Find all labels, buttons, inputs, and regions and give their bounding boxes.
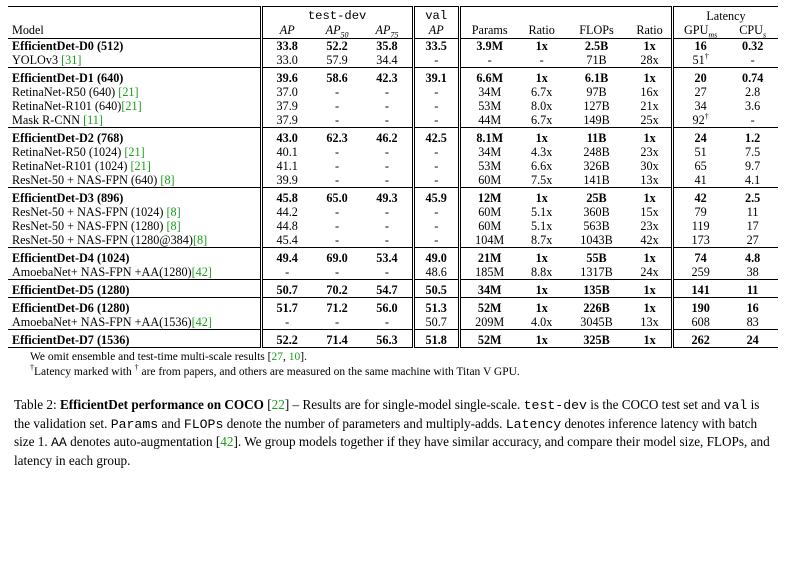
model-name-cell: EfficientDet-D5 (1280): [8, 280, 261, 298]
ap-cell: -: [261, 265, 312, 280]
ap50-cell: 65.0: [312, 188, 363, 206]
results-table-figure: [8, 6, 778, 469]
ap50-cell: -: [335, 145, 340, 159]
flops-cell: 248B: [583, 145, 610, 159]
r2-cell: 13x: [640, 173, 659, 187]
table-row: [8, 280, 778, 298]
table-caption: Table 2: EfficientDet performance on COCO [22] – Results are for single-model single-scale. test-dev is the COCO test set and val is the validation set. Params and FLOPs denote the number of parameters and multiply-adds. Latency denotes inference latency with batch size 1. AA denotes auto-augmentation [42]. We group models together if they have similar accuracy, and compare their model size, FLOPs, and latency in each group.: [14, 397, 770, 468]
flops-cell: 127B: [583, 99, 610, 113]
citation-link[interactable]: 22: [271, 397, 285, 412]
cpu-cell: 17: [746, 219, 759, 233]
params-cell: 104M: [459, 233, 518, 248]
gpu-header: $GPU_{ms}$: [672, 23, 727, 39]
params-cell: 185M: [459, 265, 518, 280]
gpu-cell: 608: [672, 315, 727, 330]
r2-cell: 1x: [628, 68, 672, 86]
params-cell: 60M: [459, 173, 518, 188]
model-name-cell: RetinaNet-R50 (1024) [21]: [12, 145, 145, 159]
cpu-cell: 38: [746, 265, 759, 279]
r1-cell: 8.0x: [531, 99, 553, 113]
r2-cell: 30x: [640, 159, 659, 173]
gpu-cell: 51†: [672, 53, 727, 68]
ap75-cell: 53.4: [362, 248, 413, 266]
r2-cell: 42x: [640, 233, 659, 247]
params-cell: 12M: [459, 188, 518, 206]
ap50-cell: 52.2: [326, 39, 348, 53]
params-cell: 52M: [459, 330, 518, 348]
r1-cell: -: [539, 53, 544, 67]
r1-cell: 1x: [518, 298, 564, 316]
ap50-cell: -: [335, 233, 340, 247]
gpu-cell: 92†: [672, 113, 727, 128]
cpu-cell: -: [750, 53, 755, 67]
r1-cell: 7.5x: [531, 173, 553, 187]
citation-link[interactable]: [8]: [166, 205, 181, 219]
val-cell: 49.0: [413, 248, 459, 266]
val-cell: -: [413, 99, 459, 113]
ap50-cell: -: [335, 173, 340, 187]
ap-cell: 37.0: [261, 85, 312, 99]
ap75-cell: -: [384, 205, 389, 219]
ap75-cell: -: [384, 173, 389, 187]
cpu-cell: 3.6: [745, 99, 761, 113]
flops-cell: 326B: [583, 159, 610, 173]
ap75-cell: -: [384, 99, 389, 113]
ap50-cell: 57.9: [326, 53, 348, 67]
val-cell: -: [413, 113, 459, 128]
flops-cell: 360B: [583, 205, 610, 219]
testdev-header: test-dev: [261, 7, 413, 24]
footnote-ensemble: We omit ensemble and test-time multi-scale results [27, 10].: [30, 351, 307, 363]
ap50-cell: -: [335, 265, 340, 279]
table-row: [8, 68, 778, 86]
cpu-cell: 2.8: [745, 85, 761, 99]
params-cell: 53M: [459, 159, 518, 173]
gpu-cell: 119: [672, 219, 727, 233]
table-row: [8, 233, 778, 248]
ap-cell: 45.4: [261, 233, 312, 248]
params-cell: 34M: [459, 85, 518, 99]
r2-cell: 25x: [640, 113, 659, 127]
model-name-cell: RetinaNet-R101 (1024) [21]: [12, 159, 151, 173]
table-row: [8, 85, 778, 99]
ap-header: AP: [261, 23, 312, 39]
ap-cell: 44.8: [261, 219, 312, 233]
flops-cell: 1043B: [580, 233, 613, 247]
flops-cell: 55B: [565, 248, 628, 266]
ap50-cell: 69.0: [312, 248, 363, 266]
citation-link[interactable]: [21]: [121, 99, 142, 113]
params-cell: 60M: [459, 205, 518, 219]
flops-cell: 11B: [565, 128, 628, 146]
table-row: [8, 248, 778, 266]
r1-cell: 4.3x: [531, 145, 553, 159]
params-cell: 44M: [459, 113, 518, 128]
table-row: [8, 219, 778, 233]
citation-link[interactable]: [42]: [191, 315, 212, 329]
ap75-cell: 56.3: [362, 330, 413, 348]
gpu-cell: 74: [672, 248, 727, 266]
ap50-cell: 58.6: [312, 68, 363, 86]
val-cell: 50.5: [413, 280, 459, 298]
ap-cell: 39.6: [261, 68, 312, 86]
ap50-cell: -: [335, 159, 340, 173]
ratio-header-2: Ratio: [628, 23, 672, 39]
ap-cell: -: [261, 315, 312, 330]
model-name-cell: Mask R-CNN [11]: [12, 113, 103, 127]
params-cell: 8.1M: [459, 128, 518, 146]
citation-link[interactable]: 42: [220, 434, 234, 449]
flops-cell: 3045B: [580, 315, 613, 329]
model-name-cell: EfficientDet-D1 (640): [8, 68, 261, 86]
ap50-cell: -: [335, 113, 340, 127]
cpu-cell: 27: [746, 233, 759, 247]
flops-cell: 2.5B: [584, 39, 609, 53]
r2-cell: 1x: [643, 39, 656, 53]
params-cell: 209M: [459, 315, 518, 330]
ratio-header-1: Ratio: [518, 23, 564, 39]
model-name-cell: ResNet-50 + NAS-FPN (1024) [8]: [12, 205, 181, 219]
val-cell: -: [413, 53, 459, 68]
r2-cell: 28x: [640, 53, 659, 67]
citation-link[interactable]: [11]: [83, 113, 103, 127]
gpu-cell: 141: [672, 280, 727, 298]
ap50-cell: -: [335, 315, 340, 329]
ap75-cell: 49.3: [362, 188, 413, 206]
params-cell: 34M: [459, 145, 518, 159]
ap50-cell: -: [335, 99, 340, 113]
flops-cell: 563B: [583, 219, 610, 233]
table-row: [8, 128, 778, 146]
r1-cell: 1x: [518, 248, 564, 266]
citation-link[interactable]: [8]: [166, 219, 181, 233]
r1-cell: 1x: [518, 330, 564, 348]
r1-cell: 1x: [535, 39, 548, 53]
val-cell: 48.6: [413, 265, 459, 280]
gpu-cell: 262: [672, 330, 727, 348]
val-cell: -: [413, 145, 459, 159]
r1-cell: 1x: [518, 188, 564, 206]
table-row: [8, 205, 778, 219]
ap50-header: $AP_{50}$: [312, 23, 363, 39]
gpu-cell: 34: [672, 99, 727, 113]
cpu-cell: 7.5: [745, 145, 761, 159]
r1-cell: 6.7x: [531, 85, 553, 99]
table-row: [8, 53, 778, 68]
ap75-cell: 46.2: [362, 128, 413, 146]
cpu-cell: 4.1: [745, 173, 761, 187]
ap-cell: 45.8: [261, 188, 312, 206]
flops-cell: 97B: [586, 85, 607, 99]
gpu-cell: 65: [672, 159, 727, 173]
cpu-cell: 4.8: [727, 248, 778, 266]
ap-cell: 33.0: [261, 53, 312, 68]
model-name-cell: RetinaNet-R50 (640) [21]: [12, 85, 139, 99]
val-cell: -: [413, 205, 459, 219]
val-cell: -: [413, 233, 459, 248]
citation-link[interactable]: [8]: [160, 173, 175, 187]
val-cell: 39.1: [413, 68, 459, 86]
params-header: Params: [459, 23, 518, 39]
ap-cell: 43.0: [261, 128, 312, 146]
citation-link[interactable]: 27: [271, 351, 283, 363]
ap75-cell: -: [384, 219, 389, 233]
gpu-cell: 190: [672, 298, 727, 316]
ap75-cell: 56.0: [362, 298, 413, 316]
citation-link[interactable]: [21]: [124, 145, 145, 159]
model-name-cell: YOLOv3 [31]: [12, 53, 82, 67]
table-row: [8, 159, 778, 173]
ap75-cell: -: [384, 85, 389, 99]
r2-cell: 1x: [628, 188, 672, 206]
table-row: [8, 173, 778, 188]
val-ap-header: AP: [413, 23, 459, 39]
r1-cell: 8.8x: [531, 265, 553, 279]
ap-cell: 33.8: [261, 39, 312, 54]
citation-link[interactable]: [8]: [192, 233, 208, 247]
ap75-cell: 34.4: [376, 53, 398, 67]
gpu-cell: 41: [672, 173, 727, 188]
flops-cell: 71B: [586, 53, 607, 67]
r1-cell: 5.1x: [531, 219, 553, 233]
flops-cell: 135B: [565, 280, 628, 298]
r2-cell: 1x: [628, 298, 672, 316]
ap50-cell: 62.3: [312, 128, 363, 146]
ap75-cell: -: [384, 159, 389, 173]
r2-cell: 24x: [640, 265, 659, 279]
r2-cell: 23x: [640, 219, 659, 233]
latency-header: Latency: [672, 7, 778, 24]
params-cell: 34M: [459, 280, 518, 298]
cpu-cell: 0.74: [727, 68, 778, 86]
table-row: [8, 330, 778, 348]
r2-cell: 15x: [640, 205, 659, 219]
results-table-body: [8, 39, 778, 348]
gpu-cell: 259: [672, 265, 727, 280]
model-name-cell: EfficientDet-D3 (896): [8, 188, 261, 206]
r2-cell: 13x: [640, 315, 659, 329]
params-cell: 52M: [459, 298, 518, 316]
ap75-cell: -: [384, 145, 389, 159]
flops-cell: 141B: [583, 173, 610, 187]
citation-link[interactable]: [42]: [191, 265, 212, 279]
params-cell: -: [459, 53, 518, 68]
ap50-cell: 71.4: [312, 330, 363, 348]
ap50-cell: -: [335, 219, 340, 233]
citation-link[interactable]: [21]: [130, 159, 151, 173]
cpu-header: $CPU_s$: [727, 23, 778, 39]
cpu-cell: 1.2: [727, 128, 778, 146]
gpu-cell: 51: [672, 145, 727, 159]
cpu-cell: 16: [727, 298, 778, 316]
ap-cell: 49.4: [261, 248, 312, 266]
ap-cell: 51.7: [261, 298, 312, 316]
ap50-cell: -: [335, 85, 340, 99]
r2-cell: 1x: [628, 248, 672, 266]
val-cell: 51.8: [413, 330, 459, 348]
cpu-cell: 2.5: [727, 188, 778, 206]
ap50-cell: -: [335, 205, 340, 219]
flops-cell: 149B: [583, 113, 610, 127]
gpu-cell: 42: [672, 188, 727, 206]
flops-cell: 25B: [565, 188, 628, 206]
ap50-cell: 70.2: [312, 280, 363, 298]
gpu-cell: 27: [672, 85, 727, 99]
cpu-cell: 9.7: [745, 159, 761, 173]
cpu-cell: 0.32: [741, 39, 764, 53]
params-cell: 53M: [459, 99, 518, 113]
model-name-cell: EfficientDet-D2 (768): [8, 128, 261, 146]
r2-cell: 23x: [640, 145, 659, 159]
model-name-cell: AmoebaNet+ NAS-FPN +AA(1280)[42]: [12, 265, 212, 279]
ap75-cell: 35.8: [376, 39, 398, 53]
ap-cell: 44.2: [261, 205, 312, 219]
model-name-cell: ResNet-50 + NAS-FPN (640) [8]: [12, 173, 175, 187]
gpu-cell: 16: [672, 39, 727, 54]
params-cell: 21M: [459, 248, 518, 266]
citation-link[interactable]: 10: [288, 351, 301, 363]
val-cell: 51.3: [413, 298, 459, 316]
flops-cell: 1317B: [580, 265, 613, 279]
r2-cell: 1x: [628, 128, 672, 146]
ap75-cell: 42.3: [362, 68, 413, 86]
val-cell: -: [413, 173, 459, 188]
model-header: Model: [8, 23, 261, 39]
ap-cell: 50.7: [261, 280, 312, 298]
table-row: [8, 315, 778, 330]
ap75-cell: -: [384, 233, 389, 247]
r2-cell: 1x: [628, 330, 672, 348]
footnote-latency: †Latency marked with † are from papers, and others are measured on the same machine with Titan V GPU.: [30, 363, 520, 378]
cpu-cell: 83: [746, 315, 759, 329]
ap75-cell: -: [384, 315, 389, 329]
cpu-cell: 24: [727, 330, 778, 348]
r1-cell: 6.7x: [531, 113, 553, 127]
ap-cell: 52.2: [261, 330, 312, 348]
params-cell: 60M: [459, 219, 518, 233]
model-name-cell: ResNet-50 + NAS-FPN (1280) [8]: [12, 219, 181, 233]
r1-cell: 6.6x: [531, 159, 553, 173]
val-cell: 45.9: [413, 188, 459, 206]
gpu-cell: 20: [672, 68, 727, 86]
ap-cell: 37.9: [261, 99, 312, 113]
cpu-cell: 11: [746, 205, 759, 219]
table-row: [8, 113, 778, 128]
ap-cell: 40.1: [261, 145, 312, 159]
r1-cell: 4.0x: [531, 315, 553, 329]
model-name-cell: EfficientDet-D0 (512): [12, 39, 124, 53]
citation-link[interactable]: [31]: [61, 53, 82, 67]
r1-cell: 5.1x: [531, 205, 553, 219]
gpu-cell: 79: [672, 205, 727, 219]
model-name-cell: EfficientDet-D7 (1536): [8, 330, 261, 348]
val-cell: 33.5: [413, 39, 459, 54]
r2-cell: 21x: [640, 99, 659, 113]
val-header: val: [413, 7, 459, 24]
ap75-cell: 54.7: [362, 280, 413, 298]
r1-cell: 1x: [518, 280, 564, 298]
params-cell: 3.9M: [459, 39, 518, 54]
gpu-cell: 173: [672, 233, 727, 248]
val-cell: -: [413, 159, 459, 173]
cpu-cell: -: [750, 113, 755, 127]
table-row: [8, 39, 778, 54]
flops-cell: 6.1B: [565, 68, 628, 86]
header-row-top: [8, 7, 778, 24]
results-table: [8, 6, 778, 348]
flops-cell: 325B: [565, 330, 628, 348]
model-name-cell: AmoebaNet+ NAS-FPN +AA(1536)[42]: [12, 315, 212, 329]
ap-cell: 41.1: [261, 159, 312, 173]
r1-cell: 1x: [518, 128, 564, 146]
ap75-header: $AP_{75}$: [362, 23, 413, 39]
model-name-cell: EfficientDet-D6 (1280): [8, 298, 261, 316]
cpu-cell: 11: [727, 280, 778, 298]
model-name-cell: EfficientDet-D4 (1024): [8, 248, 261, 266]
gpu-cell: 24: [672, 128, 727, 146]
ap50-cell: 71.2: [312, 298, 363, 316]
ap75-cell: -: [384, 113, 389, 127]
table-row: [8, 99, 778, 113]
model-name-cell: ResNet-50 + NAS-FPN (1280@384)[8]: [12, 233, 208, 247]
table-row: [8, 298, 778, 316]
citation-link[interactable]: [21]: [118, 85, 139, 99]
ap-cell: 37.9: [261, 113, 312, 128]
val-cell: -: [413, 219, 459, 233]
val-cell: 50.7: [413, 315, 459, 330]
flops-header: FLOPs: [565, 23, 628, 39]
r2-cell: 1x: [628, 280, 672, 298]
val-cell: 42.5: [413, 128, 459, 146]
r1-cell: 1x: [518, 68, 564, 86]
ap75-cell: -: [384, 265, 389, 279]
params-cell: 6.6M: [459, 68, 518, 86]
table-row: [8, 265, 778, 280]
header-row-bottom: [8, 23, 778, 39]
table-row: [8, 188, 778, 206]
r1-cell: 8.7x: [531, 233, 553, 247]
flops-cell: 226B: [565, 298, 628, 316]
table-row: [8, 145, 778, 159]
r2-cell: 16x: [640, 85, 659, 99]
val-cell: -: [413, 85, 459, 99]
ap-cell: 39.9: [261, 173, 312, 188]
model-name-cell: RetinaNet-R101 (640)[21]: [12, 99, 142, 113]
